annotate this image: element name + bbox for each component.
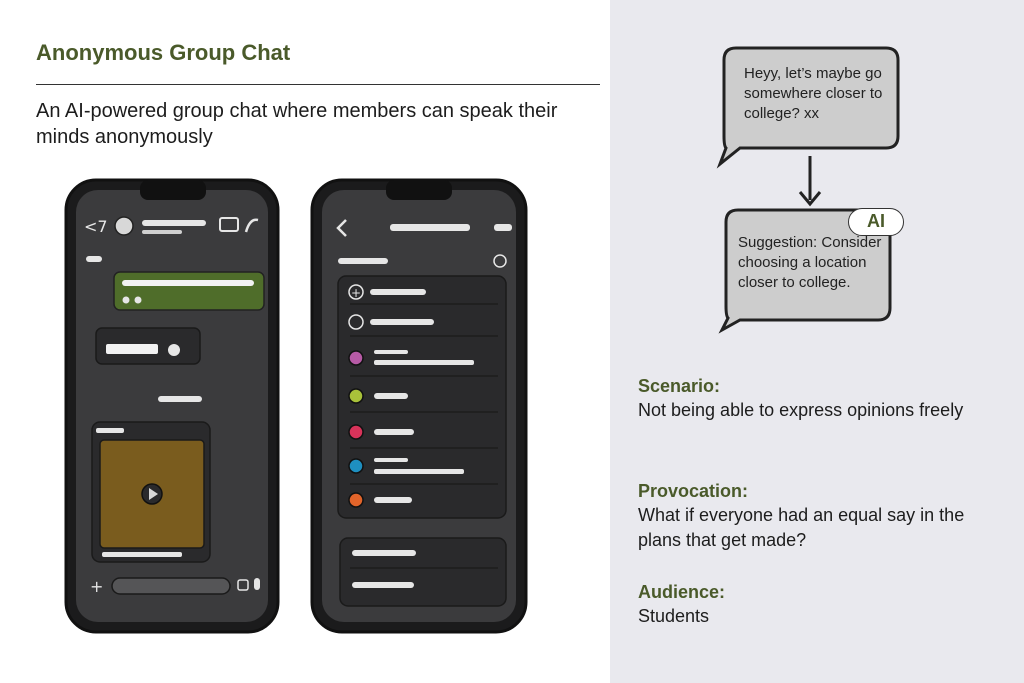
provocation-section bbox=[638, 479, 998, 553]
ai-badge: AI bbox=[848, 208, 904, 236]
title-divider bbox=[36, 84, 600, 85]
page-subtitle: An AI-powered group chat where members can speak their minds anonymously bbox=[36, 100, 558, 148]
member-dot bbox=[349, 459, 363, 473]
ai-suggestion-text: Suggestion: Consider choosing a location closer to college. bbox=[738, 234, 882, 291]
phone-notch bbox=[140, 180, 206, 200]
svg-text:+: + bbox=[351, 286, 362, 300]
scenario-label: Scenario: bbox=[638, 376, 721, 396]
member-dot bbox=[349, 389, 363, 403]
phone-chat-view bbox=[66, 180, 278, 632]
scenario-section bbox=[638, 374, 998, 423]
audience-text: Students bbox=[638, 606, 710, 626]
settings-card bbox=[340, 538, 506, 606]
audience-section bbox=[638, 580, 998, 629]
phone-group-list-view bbox=[312, 180, 526, 632]
phones-illustration bbox=[60, 176, 540, 636]
member-dot bbox=[349, 351, 363, 365]
user-message-text: Heyy, let’s maybe go somewhere closer to college? xx bbox=[744, 65, 883, 122]
avatar bbox=[115, 217, 133, 235]
add-icon: + bbox=[90, 577, 104, 596]
back-icon: <7 bbox=[84, 217, 108, 236]
provocation-text: What if everyone had an equal say in the plans that get made? bbox=[638, 505, 965, 550]
provocation-label: Provocation: bbox=[638, 481, 749, 501]
audience-label: Audience: bbox=[638, 582, 726, 602]
sent-message-bubble bbox=[114, 272, 264, 310]
page-title: Anonymous Group Chat bbox=[36, 40, 291, 65]
message-input bbox=[112, 578, 230, 594]
mic-icon bbox=[254, 578, 260, 590]
member-dot bbox=[349, 493, 363, 507]
scenario-text: Not being able to express opinions freely bbox=[638, 400, 964, 420]
member-dot bbox=[349, 425, 363, 439]
